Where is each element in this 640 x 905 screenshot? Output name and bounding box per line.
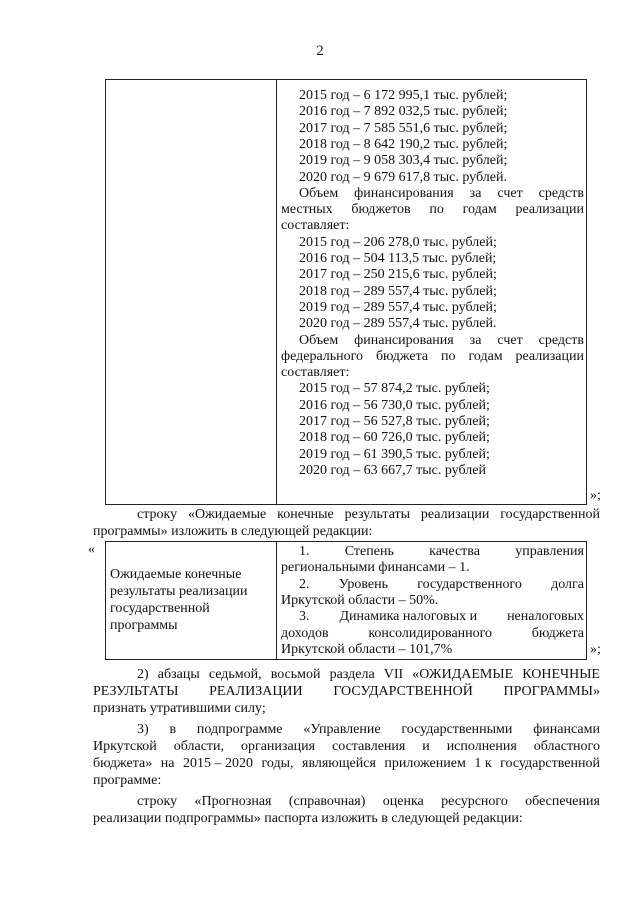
word: неналоговых [507, 609, 584, 625]
word: государственного [417, 576, 522, 592]
word: 2015 – 2020 [182, 756, 253, 771]
word: седьмой, [208, 667, 262, 682]
word: оценка [382, 794, 424, 809]
word: «ОЖИДАЕМЫЕ [412, 667, 514, 682]
para2-line2 [93, 684, 600, 700]
word: Иркутской области – 101,7% [281, 641, 453, 657]
label-line: Ожидаемые конечные [110, 567, 242, 582]
word: составляет: [281, 365, 350, 381]
local-year-line: 2017 год – 250 215,6 тыс. рублей; [299, 267, 497, 283]
word: организация [240, 739, 316, 754]
word: годам [468, 348, 503, 364]
word: РЕАЛИЗАЦИИ [209, 684, 303, 699]
word: и [422, 739, 430, 754]
word: абзацы [157, 667, 200, 682]
word: Объем [299, 332, 339, 348]
word: реализации [515, 348, 584, 364]
word: Иркутской [93, 739, 157, 754]
word: на [160, 756, 175, 771]
regional-year-line: 2018 год – 8 642 190,2 тыс. рублей; [299, 136, 508, 152]
word: государственной [500, 756, 600, 771]
word: счет [497, 332, 523, 348]
word: государственной [500, 507, 600, 522]
word: обеспечения [525, 794, 600, 809]
word: бюджета» [93, 756, 153, 771]
local-year-line: 2020 год – 289 557,4 тыс. рублей. [299, 316, 497, 332]
word: ГОСУДАРСТВЕННОЙ [333, 684, 473, 699]
table2-close-mark: »; [590, 642, 601, 657]
word: государственными [401, 722, 513, 737]
table2-open-mark: « [88, 542, 95, 557]
word: региональными финансами – 1. [281, 560, 470, 576]
word: качества [429, 544, 480, 559]
para3-line1 [137, 722, 600, 738]
word: годам [462, 202, 497, 218]
word: по [441, 348, 456, 364]
word: бюджетов [351, 202, 411, 218]
federal-heading-line [281, 349, 584, 365]
regional-year-line: 2019 год – 9 058 303,4 тыс. рублей; [299, 153, 508, 169]
word: по [429, 202, 444, 218]
word: раздела [329, 667, 375, 682]
word: средств [538, 332, 584, 348]
word: 1 к [474, 756, 492, 771]
federal-heading-line [299, 333, 584, 349]
word: «Прогнозная [194, 794, 272, 809]
word: финансирования [354, 332, 454, 348]
label-line: государственной [110, 601, 210, 616]
word: Уровень [338, 576, 389, 592]
para2-line1 [137, 667, 600, 683]
federal-year-line: 2018 год – 60 726,0 тыс. рублей; [299, 430, 490, 446]
word: ПРОГРАММЫ» [503, 684, 600, 699]
word: реализации [515, 202, 584, 218]
para3-line4: программе: [93, 773, 162, 788]
word: (справочная) [288, 794, 366, 809]
word: областного [533, 739, 600, 754]
para1-line2: программы» изложить в следующей редакции: [93, 524, 373, 539]
para3-line3 [93, 756, 600, 772]
regional-year-line: 2015 год – 6 172 995,1 тыс. рублей; [299, 88, 508, 103]
word: приложением [384, 756, 466, 771]
word: 2. [299, 576, 310, 592]
table1-close-mark: »; [590, 488, 601, 503]
word: за [469, 185, 482, 201]
word: 3) [137, 722, 149, 737]
result-line [299, 577, 584, 593]
word: составления [332, 739, 406, 754]
word: финансирования [354, 185, 454, 201]
local-year-line: 2019 год – 289 557,4 тыс. рублей; [299, 299, 497, 315]
para3-line2 [93, 739, 600, 755]
word: строку [137, 794, 178, 809]
federal-year-line: 2020 год – 63 667,7 тыс. рублей [299, 462, 486, 478]
word: за [469, 332, 482, 348]
word: «Управление [303, 722, 381, 737]
word: Динамика налоговых и [339, 609, 478, 625]
word: счет [497, 185, 523, 201]
word: исполнения [446, 739, 517, 754]
word: 1. [299, 544, 310, 559]
regional-year-line: 2016 год – 7 892 032,5 тыс. рублей; [299, 104, 508, 120]
word: конечные [277, 507, 334, 522]
para4-line1 [137, 794, 600, 810]
word: средств [538, 185, 584, 201]
regional-year-line: 2020 год – 9 679 617,8 тыс. рублей. [299, 169, 507, 185]
word: строку [137, 507, 178, 522]
word: VII [383, 667, 404, 682]
result-line [281, 560, 470, 576]
word: Степень [344, 544, 394, 559]
word: Объем [299, 185, 339, 201]
word: восьмой [270, 667, 321, 682]
word: федерального [281, 348, 364, 364]
word: Иркутской области – 50%. [281, 592, 439, 608]
word: бюджета [531, 625, 584, 641]
word: реализации [420, 507, 490, 522]
result-line [281, 593, 438, 609]
label-line: результаты реализации [110, 584, 248, 599]
word: подпрограмме [196, 722, 283, 737]
word: ресурсного [441, 794, 508, 809]
word: местных [281, 202, 333, 218]
label-line: программы [110, 618, 178, 633]
para2-line3: признать утратившими силу; [93, 701, 266, 716]
federal-year-line: 2019 год – 61 390,5 тыс. рублей; [299, 446, 490, 462]
word: «Ожидаемые [187, 507, 267, 522]
federal-heading-line [281, 365, 349, 381]
word: 2) [137, 667, 149, 682]
word: КОНЕЧНЫЕ [522, 667, 600, 682]
table1-divider [276, 79, 277, 505]
para4-line2: реализации подпрограммы» паспорта изложить в следующей редакции: [93, 811, 523, 826]
result-line [299, 544, 584, 560]
word: 3. [299, 609, 310, 625]
federal-year-line: 2015 год – 57 874,2 тыс. рублей; [299, 381, 490, 397]
result-line [281, 642, 452, 658]
word: годы, [261, 756, 294, 771]
word: доходов [281, 625, 329, 641]
page-number: 2 [316, 43, 324, 59]
federal-year-line: 2016 год – 56 730,0 тыс. рублей; [299, 397, 490, 413]
local-heading-line [281, 218, 349, 234]
local-year-line: 2015 год – 206 278,0 тыс. рублей; [299, 234, 497, 250]
federal-year-line: 2017 год – 56 527,8 тыс. рублей; [299, 414, 490, 429]
table2-divider [276, 541, 277, 660]
regional-year-line: 2017 год – 7 585 551,6 тыс. рублей; [299, 120, 508, 136]
word: области, [173, 739, 225, 754]
word: составляет: [281, 218, 350, 234]
local-heading-line [281, 202, 584, 218]
result-line [281, 626, 584, 642]
local-year-line: 2016 год – 504 113,5 тыс. рублей; [299, 251, 497, 266]
local-heading-line [299, 186, 584, 202]
word: управления [515, 544, 584, 559]
word: бюджета [375, 348, 429, 364]
word: консолидированного [368, 625, 493, 641]
word: долга [551, 576, 584, 592]
para1-line1 [137, 507, 600, 523]
local-year-line: 2018 год – 289 557,4 тыс. рублей; [299, 283, 497, 299]
word: финансами [533, 722, 600, 737]
word: РЕЗУЛЬТАТЫ [93, 684, 179, 699]
word: являющейся [302, 756, 376, 771]
word: в [169, 722, 177, 737]
result-line [299, 609, 584, 625]
word: результаты [344, 507, 411, 522]
